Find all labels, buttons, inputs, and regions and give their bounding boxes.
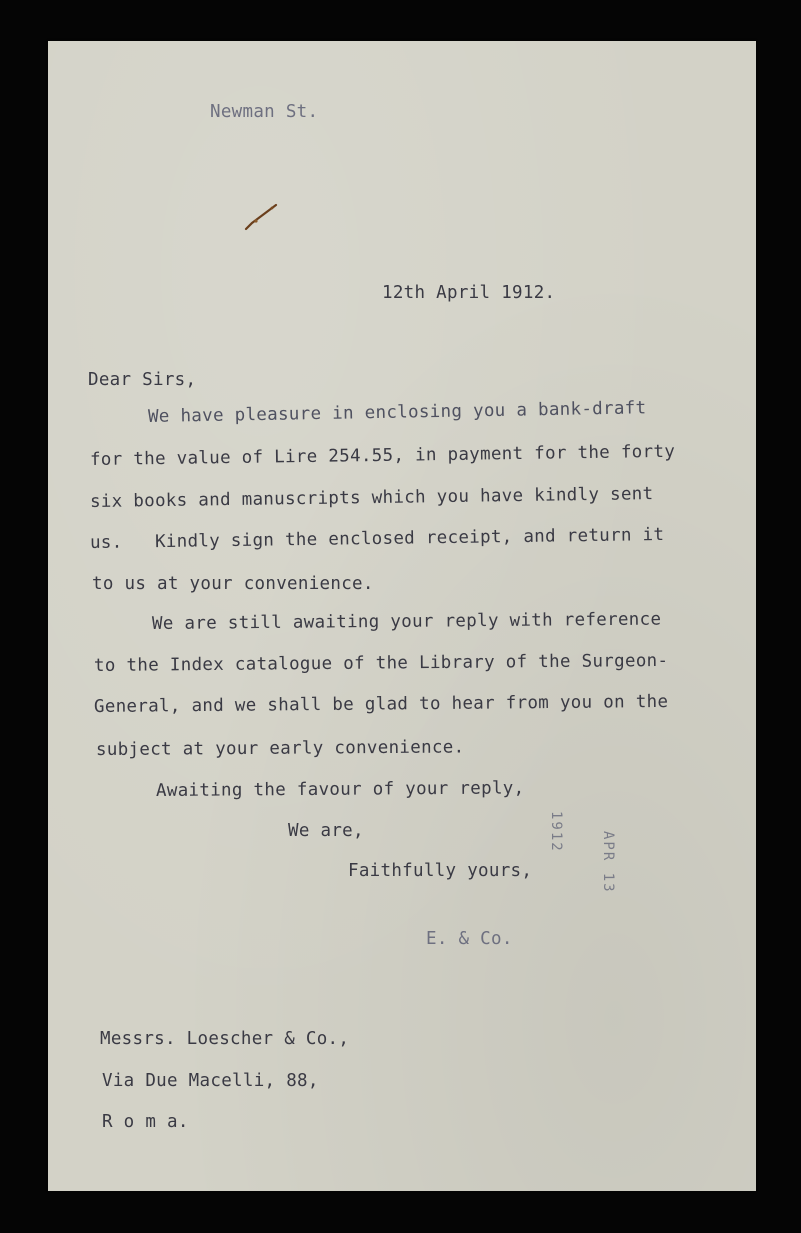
closing-line: Awaiting the favour of your reply,	[155, 778, 525, 801]
body-line: to us at your convenience.	[92, 574, 374, 594]
closing-line: Faithfully yours,	[348, 861, 533, 881]
body-line: subject at your early convenience.	[95, 737, 465, 760]
letter-date: 12th April 1912.	[382, 283, 556, 303]
body-line: We have pleasure in enclosing you a bank-draft	[147, 398, 647, 427]
address-line: Via Due Macelli, 88,	[102, 1071, 319, 1091]
body-line: We are still awaiting your reply with reference	[151, 609, 662, 634]
street-header: Newman St.	[210, 102, 319, 122]
date-stamp: 1912	[548, 811, 564, 853]
body-line: us. Kindly sign the enclosed receipt, and return it	[89, 524, 665, 553]
body-line: six books and manuscripts which you have kindly sent	[89, 484, 654, 512]
body-line: General, and we shall be glad to hear from you on the	[93, 691, 669, 717]
letter-paper	[48, 41, 756, 1191]
closing-line: We are,	[288, 821, 364, 841]
salutation: Dear Sirs,	[88, 370, 197, 390]
body-line: for the value of Lire 254.55, in payment for the forty	[89, 441, 676, 470]
date-stamp: APR 13	[600, 831, 616, 894]
rust-stain	[244, 203, 280, 231]
signature: E. & Co.	[426, 929, 513, 949]
body-line: to the Index catalogue of the Library of the Surgeon-	[93, 650, 669, 676]
address-line: R o m a.	[102, 1112, 189, 1132]
address-line: Messrs. Loescher & Co.,	[100, 1029, 350, 1049]
